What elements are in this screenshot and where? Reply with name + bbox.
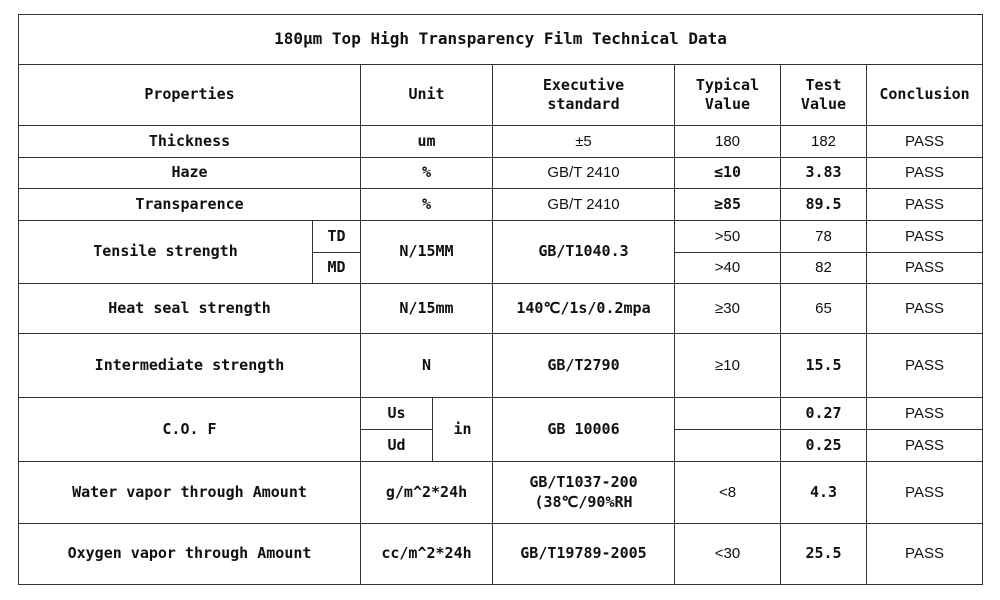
thickness-conclusion: PASS [867, 126, 983, 158]
tensile-td-conclusion: PASS [867, 221, 983, 253]
heat-seal-unit: N/15mm [361, 284, 493, 334]
haze-test: 3.83 [781, 158, 867, 189]
tensile-unit: N/15MM [361, 221, 493, 284]
water-vapor-conclusion: PASS [867, 462, 983, 524]
intermediate-unit: N [361, 334, 493, 398]
table-row [19, 158, 983, 189]
cof-unit: in [433, 398, 493, 462]
tensile-standard: GB/T1040.3 [493, 221, 675, 284]
tensile-property: Tensile strength [19, 221, 313, 284]
header-executive-standard-line2: standard [547, 95, 620, 113]
intermediate-standard: GB/T2790 [493, 334, 675, 398]
water-vapor-standard-line1: GB/T1037-200 [529, 473, 638, 491]
oxygen-vapor-unit: cc/m^2*24h [361, 524, 493, 585]
cof-ud-label: Ud [361, 430, 433, 462]
header-conclusion: Conclusion [867, 65, 983, 126]
header-properties: Properties [19, 65, 361, 126]
cof-us-label: Us [361, 398, 433, 430]
transparence-conclusion: PASS [867, 189, 983, 221]
haze-property: Haze [19, 158, 361, 189]
tensile-md-label: MD [313, 253, 361, 284]
water-vapor-standard [493, 462, 675, 524]
haze-standard: GB/T 2410 [493, 158, 675, 189]
transparence-test: 89.5 [781, 189, 867, 221]
table-row [19, 221, 983, 253]
heat-seal-standard: 140℃/1s/0.2mpa [493, 284, 675, 334]
oxygen-vapor-test: 25.5 [781, 524, 867, 585]
table-row [19, 462, 983, 524]
thickness-test: 182 [781, 126, 867, 158]
table-row [19, 524, 983, 585]
tensile-td-typical: >50 [675, 221, 781, 253]
tensile-md-test: 82 [781, 253, 867, 284]
water-vapor-unit: g/m^2*24h [361, 462, 493, 524]
cof-ud-test: 0.25 [781, 430, 867, 462]
transparence-property: Transparence [19, 189, 361, 221]
header-executive-standard [493, 65, 675, 126]
water-vapor-test: 4.3 [781, 462, 867, 524]
header-typical-value-line1: Typical [695, 75, 760, 94]
header-test-value-line2: Value [800, 95, 847, 113]
tensile-td-label: TD [313, 221, 361, 253]
cof-property: C.O. F [19, 398, 361, 462]
tensile-md-typical: >40 [675, 253, 781, 284]
haze-conclusion: PASS [867, 158, 983, 189]
table-title: 180μm Top High Transparency Film Technical Data [19, 15, 983, 65]
heat-seal-conclusion: PASS [867, 284, 983, 334]
intermediate-conclusion: PASS [867, 334, 983, 398]
oxygen-vapor-typical: <30 [675, 524, 781, 585]
intermediate-test: 15.5 [781, 334, 867, 398]
water-vapor-standard-line2: (38℃/90%RH [534, 492, 633, 511]
oxygen-vapor-conclusion: PASS [867, 524, 983, 585]
tensile-td-test: 78 [781, 221, 867, 253]
thickness-typical: 180 [675, 126, 781, 158]
header-row [19, 65, 983, 126]
heat-seal-typical: ≥30 [675, 284, 781, 334]
header-typical-value-line2: Value [704, 95, 751, 113]
intermediate-typical: ≥10 [675, 334, 781, 398]
technical-data-sheet [18, 14, 983, 585]
transparence-typical: ≥85 [675, 189, 781, 221]
header-test-value-line1: Test [805, 75, 842, 94]
thickness-standard: ±5 [493, 126, 675, 158]
cof-us-typical-empty [675, 398, 781, 430]
technical-data-table [18, 14, 983, 585]
table-row [19, 398, 983, 430]
header-executive-standard-line1: Executive [542, 75, 625, 94]
cof-ud-typical-empty [675, 430, 781, 462]
header-unit: Unit [361, 65, 493, 126]
thickness-unit: um [361, 126, 493, 158]
water-vapor-property: Water vapor through Amount [19, 462, 361, 524]
table-row [19, 126, 983, 158]
oxygen-vapor-property: Oxygen vapor through Amount [19, 524, 361, 585]
table-row [19, 284, 983, 334]
cof-us-conclusion: PASS [867, 398, 983, 430]
transparence-unit: % [361, 189, 493, 221]
cof-standard: GB 10006 [493, 398, 675, 462]
haze-typical: ≤10 [675, 158, 781, 189]
cof-ud-conclusion: PASS [867, 430, 983, 462]
tensile-md-conclusion: PASS [867, 253, 983, 284]
heat-seal-property: Heat seal strength [19, 284, 361, 334]
intermediate-property: Intermediate strength [19, 334, 361, 398]
title-row [19, 15, 983, 65]
header-test-value [781, 65, 867, 126]
transparence-standard: GB/T 2410 [493, 189, 675, 221]
header-typical-value [675, 65, 781, 126]
heat-seal-test: 65 [781, 284, 867, 334]
table-row [19, 189, 983, 221]
cof-us-test: 0.27 [781, 398, 867, 430]
table-row [19, 334, 983, 398]
haze-unit: % [361, 158, 493, 189]
water-vapor-typical: <8 [675, 462, 781, 524]
thickness-property: Thickness [19, 126, 361, 158]
oxygen-vapor-standard: GB/T19789-2005 [493, 524, 675, 585]
